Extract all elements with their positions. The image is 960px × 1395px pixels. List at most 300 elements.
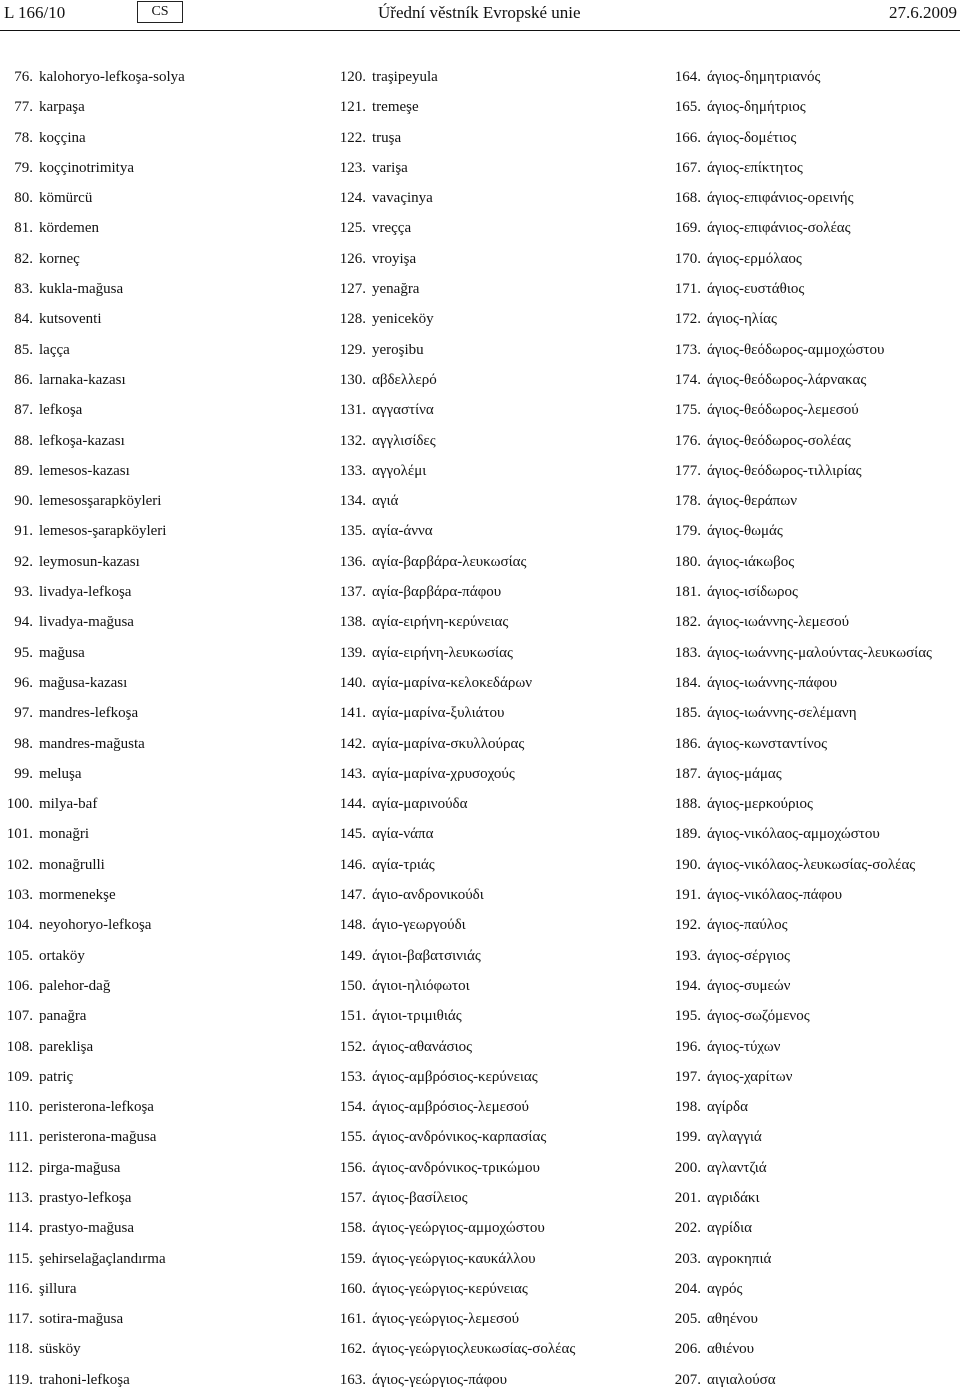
item-number: 83. <box>14 281 33 298</box>
item-number: 174. <box>674 371 701 388</box>
item-number: 92. <box>14 553 33 570</box>
list-item <box>664 365 960 395</box>
item-number: 146. <box>339 856 366 873</box>
list-item <box>0 1213 320 1243</box>
item-text: αγία-μαρίνα-σκυλλούρας <box>372 735 525 752</box>
list-item <box>664 516 960 546</box>
item-number: 197. <box>674 1068 701 1085</box>
item-text: αγιά <box>372 493 399 510</box>
list-item <box>664 698 960 728</box>
item-number: 119. <box>7 1371 33 1388</box>
item-text: αγλαντζιά <box>707 1159 767 1176</box>
item-text: άγιος-δημήτριος <box>707 99 806 116</box>
item-number: 129. <box>339 341 366 358</box>
list-item <box>664 1365 960 1395</box>
item-text: kalohoryo-lefkoşa-solya <box>39 69 185 85</box>
item-text: άγιος-αθανάσιος <box>372 1038 473 1055</box>
item-number: 133. <box>339 462 366 479</box>
list-item <box>664 941 960 971</box>
item-text: άγιος-βασίλειος <box>372 1189 468 1206</box>
item-text: lemesosşarapköyleri <box>39 493 162 510</box>
list-item <box>328 62 648 92</box>
list-item <box>664 1274 960 1304</box>
item-number: 205. <box>674 1311 701 1328</box>
item-text: άγιος-ιωάννης-λεμεσού <box>707 614 849 631</box>
item-number: 103. <box>6 887 33 904</box>
item-number: 136. <box>339 553 366 570</box>
item-text: varişa <box>372 159 408 176</box>
item-text: koççinotrimitya <box>39 159 134 176</box>
language-badge: CS <box>137 1 183 23</box>
list-item <box>328 486 648 516</box>
item-text: pareklişa <box>39 1038 94 1055</box>
list-item <box>0 1334 320 1364</box>
list-item <box>328 1062 648 1092</box>
list-item <box>328 971 648 1001</box>
item-number: 138. <box>339 614 366 631</box>
item-text: monağri <box>39 826 89 843</box>
list-item <box>328 850 648 880</box>
item-number: 154. <box>339 1099 366 1116</box>
list-item <box>328 183 648 213</box>
item-number: 81. <box>14 220 33 237</box>
list-item <box>664 123 960 153</box>
item-number: 189. <box>674 826 701 843</box>
item-text: άγιος-γεώργιος-αμμοχώστου <box>372 1220 545 1237</box>
item-number: 203. <box>674 1250 701 1267</box>
item-number: 132. <box>339 432 366 449</box>
item-number: 120. <box>339 69 366 85</box>
item-number: 150. <box>339 977 366 994</box>
list-item <box>664 729 960 759</box>
item-text: άγιοι-βαβατσινιάς <box>372 947 481 964</box>
item-number: 190. <box>674 856 701 873</box>
item-number: 128. <box>339 311 366 328</box>
item-number: 116. <box>7 1280 33 1297</box>
item-text: άγιος-κωνσταντίνος <box>707 735 828 752</box>
item-text: αγία-βαρβάρα-πάφου <box>372 584 502 601</box>
item-text: άγιος-γεώργιος-πάφου <box>372 1371 508 1388</box>
item-text: αθιένου <box>707 1341 755 1358</box>
item-number: 152. <box>339 1038 366 1055</box>
item-number: 106. <box>6 977 33 994</box>
item-text: άγιος-ευστάθιος <box>707 281 805 298</box>
item-number: 80. <box>14 190 33 207</box>
item-text: pirga-mağusa <box>39 1159 121 1176</box>
item-number: 196. <box>674 1038 701 1055</box>
item-number: 142. <box>339 735 366 752</box>
item-number: 137. <box>339 584 366 601</box>
item-number: 175. <box>674 402 701 419</box>
list-item <box>664 880 960 910</box>
item-number: 147. <box>339 887 366 904</box>
item-number: 185. <box>674 705 701 722</box>
item-text: άγιος-νικόλαος-πάφου <box>707 887 843 904</box>
list-item <box>328 547 648 577</box>
list-item <box>328 335 648 365</box>
item-number: 88. <box>14 432 33 449</box>
item-number: 193. <box>674 947 701 964</box>
item-text: kukla-mağusa <box>39 281 124 298</box>
list-item <box>328 456 648 486</box>
list-item <box>328 1213 648 1243</box>
list-column-3 <box>664 62 960 1395</box>
item-number: 100. <box>6 796 33 813</box>
list-item <box>664 1122 960 1152</box>
item-text: αγρός <box>707 1280 743 1297</box>
item-number: 188. <box>674 796 701 813</box>
item-text: αγίρδα <box>707 1099 748 1116</box>
item-text: yenağra <box>372 281 420 298</box>
list-item <box>328 304 648 334</box>
item-text: άγιος-σέργιος <box>707 947 790 964</box>
item-text: άγιος-νικόλαος-λευκωσίας-σολέας <box>707 856 916 873</box>
list-item <box>328 1032 648 1062</box>
list-item <box>664 607 960 637</box>
item-text: şehirselağaçlandırma <box>39 1250 166 1267</box>
item-text: vavaçinya <box>372 190 433 207</box>
item-number: 115. <box>7 1250 33 1267</box>
item-text: sotira-mağusa <box>39 1311 124 1328</box>
list-item <box>664 971 960 1001</box>
list-item <box>664 1032 960 1062</box>
list-item <box>328 426 648 456</box>
list-item <box>664 1304 960 1334</box>
list-item <box>328 607 648 637</box>
item-text: άγιος-αμβρόσιος-κερύνειας <box>372 1068 538 1085</box>
item-text: αιγιαλούσα <box>707 1371 776 1388</box>
list-item <box>0 698 320 728</box>
item-text: kördemen <box>39 220 99 237</box>
item-number: 140. <box>339 674 366 691</box>
list-item <box>664 153 960 183</box>
item-text: άγιος-ιωάννης-σελέμανη <box>707 705 857 722</box>
list-item <box>664 62 960 92</box>
list-item <box>328 1183 648 1213</box>
item-text: panağra <box>39 1008 87 1025</box>
item-number: 149. <box>339 947 366 964</box>
item-text: άγιοι-τριμιθιάς <box>372 1008 462 1025</box>
item-text: süsköy <box>39 1341 81 1358</box>
list-item <box>664 274 960 304</box>
item-text: άγιος-ιωάννης-μαλούντας-λευκωσίας <box>707 644 932 661</box>
item-number: 161. <box>339 1311 366 1328</box>
item-number: 195. <box>674 1008 701 1025</box>
item-text: άγιος-ιωάννης-πάφου <box>707 674 838 691</box>
list-item <box>664 577 960 607</box>
item-number: 172. <box>674 311 701 328</box>
list-item <box>328 577 648 607</box>
item-text: koççina <box>39 129 86 146</box>
item-number: 110. <box>7 1099 33 1116</box>
list-item <box>0 1001 320 1031</box>
item-text: αγροκηπιά <box>707 1250 772 1267</box>
list-item <box>0 92 320 122</box>
list-item <box>664 547 960 577</box>
list-item <box>328 92 648 122</box>
item-number: 186. <box>674 735 701 752</box>
item-number: 112. <box>7 1159 33 1176</box>
item-number: 168. <box>674 190 701 207</box>
item-number: 123. <box>339 159 366 176</box>
item-number: 109. <box>6 1068 33 1085</box>
item-number: 158. <box>339 1220 366 1237</box>
item-number: 85. <box>14 341 33 358</box>
item-number: 84. <box>14 311 33 328</box>
item-number: 155. <box>339 1129 366 1146</box>
list-item <box>664 456 960 486</box>
item-text: karpaşa <box>39 99 85 116</box>
item-number: 180. <box>674 553 701 570</box>
list-item <box>664 819 960 849</box>
list-item <box>0 941 320 971</box>
item-text: άγιος-συμεών <box>707 977 791 994</box>
list-item <box>0 1274 320 1304</box>
list-item <box>328 395 648 425</box>
item-number: 124. <box>339 190 366 207</box>
list-item <box>0 213 320 243</box>
item-number: 104. <box>6 917 33 934</box>
item-text: lefkoşa-kazası <box>39 432 125 449</box>
item-number: 201. <box>674 1189 701 1206</box>
item-number: 181. <box>674 584 701 601</box>
list-item <box>328 153 648 183</box>
list-column-1 <box>0 62 320 1395</box>
list-item <box>0 1183 320 1213</box>
item-number: 148. <box>339 917 366 934</box>
item-text: lemesos-kazası <box>39 462 130 479</box>
list-item <box>328 244 648 274</box>
item-number: 97. <box>14 705 33 722</box>
item-text: άγιος-ανδρόνικος-καρπασίας <box>372 1129 547 1146</box>
item-number: 77. <box>14 99 33 116</box>
list-item <box>664 1092 960 1122</box>
item-text: άγιοι-ηλιόφωτοι <box>372 977 470 994</box>
item-text: άγιος-δομέτιος <box>707 129 797 146</box>
list-item <box>0 244 320 274</box>
page-reference: L 166/10 <box>4 3 66 22</box>
list-item <box>664 1153 960 1183</box>
list-item <box>328 1092 648 1122</box>
list-item <box>0 577 320 607</box>
item-number: 141. <box>339 705 366 722</box>
item-number: 199. <box>674 1129 701 1146</box>
item-text: αβδελλερό <box>372 371 437 388</box>
list-item <box>328 880 648 910</box>
item-text: αγία-μαρίνα-ξυλιάτου <box>372 705 505 722</box>
item-text: αγλαγγιά <box>707 1129 762 1146</box>
item-text: milya-baf <box>39 796 98 813</box>
item-number: 131. <box>339 402 366 419</box>
item-text: αγία-μαρινούδα <box>372 796 468 813</box>
item-text: kömürcü <box>39 190 93 207</box>
list-item <box>0 274 320 304</box>
item-text: αγία-ειρήνη-κερύνειας <box>372 614 509 631</box>
list-item <box>664 789 960 819</box>
item-text: άγιος-θεόδωρος-αμμοχώστου <box>707 341 885 358</box>
item-number: 89. <box>14 462 33 479</box>
item-number: 204. <box>674 1280 701 1297</box>
list-item <box>0 1122 320 1152</box>
list-item <box>664 244 960 274</box>
item-text: traşipeyula <box>372 69 438 85</box>
list-item <box>664 426 960 456</box>
item-number: 177. <box>674 462 701 479</box>
list-item <box>0 123 320 153</box>
list-item <box>328 819 648 849</box>
item-text: άγιος-θεόδωρος-λάρνακας <box>707 371 867 388</box>
list-item <box>328 213 648 243</box>
item-number: 171. <box>674 281 701 298</box>
item-text: άγιος-θωμάς <box>707 523 783 540</box>
item-number: 96. <box>14 674 33 691</box>
item-text: άγιος-επιφάνιος-ορεινής <box>707 190 854 207</box>
list-item <box>0 486 320 516</box>
item-number: 126. <box>339 250 366 267</box>
list-item <box>0 819 320 849</box>
item-text: leymosun-kazası <box>39 553 140 570</box>
list-item <box>664 1244 960 1274</box>
item-text: αγία-τριάς <box>372 856 435 873</box>
item-text: patriç <box>39 1068 74 1085</box>
list-item <box>664 183 960 213</box>
list-item <box>328 759 648 789</box>
item-number: 207. <box>674 1371 701 1388</box>
item-text: tremeşe <box>372 99 419 116</box>
item-number: 79. <box>14 159 33 176</box>
item-text: άγιο-ανδρονικούδι <box>372 887 484 904</box>
item-number: 118. <box>7 1341 33 1358</box>
item-text: άγιος-θεόδωρος-λεμεσού <box>707 402 859 419</box>
list-item <box>664 1183 960 1213</box>
item-number: 166. <box>674 129 701 146</box>
item-text: mağusa-kazası <box>39 674 128 691</box>
item-number: 157. <box>339 1189 366 1206</box>
list-item <box>664 304 960 334</box>
item-text: livadya-mağusa <box>39 614 134 631</box>
item-number: 184. <box>674 674 701 691</box>
item-text: vroyişa <box>372 250 417 267</box>
item-text: άγιος-γεώργιοςλευκωσίας-σολέας <box>372 1341 576 1358</box>
list-item <box>0 759 320 789</box>
item-text: άγιος-γεώργιος-λεμεσού <box>372 1311 520 1328</box>
list-item <box>664 486 960 516</box>
list-item <box>0 668 320 698</box>
list-item <box>328 941 648 971</box>
item-number: 107. <box>6 1008 33 1025</box>
item-text: άγιος-θεόδωρος-τιλλιρίας <box>707 462 862 479</box>
item-number: 163. <box>339 1371 366 1388</box>
list-item <box>664 92 960 122</box>
item-number: 90. <box>14 493 33 510</box>
list-item <box>0 1092 320 1122</box>
list-item <box>328 1274 648 1304</box>
item-text: άγιος-αμβρόσιος-λεμεσού <box>372 1099 529 1116</box>
header-divider <box>0 30 960 31</box>
item-text: yeroşibu <box>372 341 424 358</box>
list-item <box>664 850 960 880</box>
item-number: 113. <box>7 1189 33 1206</box>
item-text: άγιος-επίκτητος <box>707 159 803 176</box>
item-number: 139. <box>339 644 366 661</box>
item-text: άγιος-επιφάνιος-σολέας <box>707 220 851 237</box>
item-text: αγία-μαρίνα-χρυσοχούς <box>372 765 515 782</box>
item-text: αγγλισίδες <box>372 432 436 449</box>
page-header <box>0 0 960 30</box>
list-item <box>664 1001 960 1031</box>
item-number: 130. <box>339 371 366 388</box>
item-number: 117. <box>7 1311 33 1328</box>
item-number: 194. <box>674 977 701 994</box>
list-item <box>0 789 320 819</box>
list-item <box>664 759 960 789</box>
item-number: 82. <box>14 250 33 267</box>
item-number: 91. <box>14 523 33 540</box>
list-item <box>0 850 320 880</box>
journal-title: Úřední věstník Evropské unie <box>378 3 581 22</box>
item-text: korneç <box>39 250 80 267</box>
item-number: 125. <box>339 220 366 237</box>
item-number: 76. <box>14 69 33 85</box>
list-item <box>0 183 320 213</box>
item-text: neyohoryo-lefkoşa <box>39 917 152 934</box>
item-number: 127. <box>339 281 366 298</box>
list-item <box>0 1032 320 1062</box>
list-item <box>664 1334 960 1364</box>
list-item <box>0 1304 320 1334</box>
item-number: 167. <box>674 159 701 176</box>
item-number: 135. <box>339 523 366 540</box>
item-number: 192. <box>674 917 701 934</box>
list-item <box>328 729 648 759</box>
list-item <box>0 1244 320 1274</box>
list-item <box>0 426 320 456</box>
item-text: αγγολέμι <box>372 462 427 479</box>
item-text: άγιος-τύχων <box>707 1038 781 1055</box>
list-item <box>328 516 648 546</box>
item-number: 164. <box>674 69 701 85</box>
list-item <box>328 1001 648 1031</box>
item-text: αγία-βαρβάρα-λευκωσίας <box>372 553 527 570</box>
item-number: 173. <box>674 341 701 358</box>
item-number: 183. <box>674 644 701 661</box>
item-number: 98. <box>14 735 33 752</box>
item-text: αγγαστίνα <box>372 402 434 419</box>
list-item <box>0 304 320 334</box>
item-number: 202. <box>674 1220 701 1237</box>
item-text: άγιος-δημητριανός <box>707 69 821 85</box>
list-item <box>664 213 960 243</box>
item-text: palehor-dağ <box>39 977 111 994</box>
list-item <box>0 729 320 759</box>
item-number: 178. <box>674 493 701 510</box>
list-item <box>328 698 648 728</box>
item-text: άγιος-γεώργιος-κερύνειας <box>372 1280 528 1297</box>
item-number: 170. <box>674 250 701 267</box>
item-number: 121. <box>339 99 366 116</box>
item-number: 94. <box>14 614 33 631</box>
item-number: 153. <box>339 1068 366 1085</box>
list-item <box>0 456 320 486</box>
list-item <box>0 638 320 668</box>
list-item <box>0 547 320 577</box>
list-item <box>0 880 320 910</box>
item-number: 176. <box>674 432 701 449</box>
item-text: άγιος-ισίδωρος <box>707 584 798 601</box>
list-item <box>328 1244 648 1274</box>
item-text: άγιος-θεράπων <box>707 493 798 510</box>
item-text: mandres-mağusta <box>39 735 145 752</box>
